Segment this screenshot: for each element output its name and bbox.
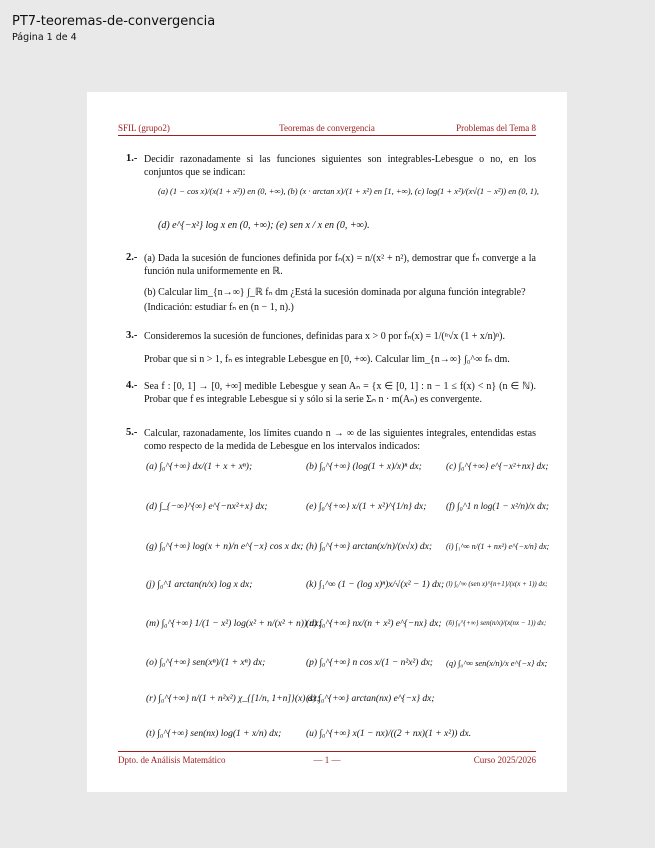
integral-item: (e) ∫₀^{+∞} x/(1 + x²)^{1/n} dx; — [306, 502, 427, 512]
integral-item: (d) ∫_{−∞}^{∞} e^{−nx²+x} dx; — [146, 502, 268, 512]
integral-item: (t) ∫₀^{+∞} sen(nx) log(1 + x/n) dx; — [146, 729, 282, 739]
problem-text: Probar que si n > 1, fₙ es integrable Lebesgue en [0, +∞). Calcular lim_{n→∞} ∫₀^∞ fₙ dm. — [144, 354, 510, 365]
integral-item: (i) ∫₁^∞ n/(1 + nx²) e^{−x/n} dx; — [446, 542, 550, 551]
document-title: PT7-teoremas-de-convergencia — [12, 14, 216, 29]
document-page — [87, 92, 567, 792]
integral-item: (c) ∫₀^{+∞} e^{−x²+nx} dx; — [446, 462, 549, 472]
integral-item: (p) ∫₀^{+∞} n cos x/(1 − n²x²) dx; — [306, 658, 433, 668]
integral-item: (s) ∫₀^{+∞} arctan(nx) e^{−x} dx; — [306, 694, 435, 704]
running-header — [118, 123, 536, 136]
problem-text: Decidir razonadamente si las funciones siguientes son integrables-Lebesgue o no, en los conjuntos que se indican: — [144, 154, 536, 178]
problem-text: Calcular, razonadamente, los límites cuando n → ∞ de las siguientes integrales, entendidas estas como respecto de la medida de Lebesgue en los intervalos indicados: — [144, 428, 536, 452]
footer-left: Dpto. de Análisis Matemático — [118, 755, 226, 765]
header-center: Teoremas de convergencia — [279, 123, 375, 133]
problem-text: Consideremos la sucesión de funciones, definidas para x > 0 por fₙ(x) = 1/(ⁿ√x (1 + x/n)ⁿ). — [144, 331, 505, 342]
page-indicator: Página 1 de 4 — [12, 32, 77, 43]
integral-item: (b) ∫₀^{+∞} (log(1 + x)/x)ⁿ dx; — [306, 462, 422, 472]
integral-item: (o) ∫₀^{+∞} sen(xⁿ)/(1 + xⁿ) dx; — [146, 658, 266, 668]
viewer-header — [0, 0, 655, 44]
problem-number: 1.- — [126, 153, 138, 164]
footer-page-number: — 1 — — [313, 755, 341, 765]
header-right: Problemas del Tema 8 — [456, 123, 536, 133]
integral-item: (l) ∫₀^∞ (sen x)^{n+1}/(x(x + 1)) dx; — [446, 580, 548, 588]
integral-item: (j) ∫₀^1 arctan(n/x) log x dx; — [146, 580, 253, 590]
problem-text: Sea f : [0, 1] → [0, +∞] medible Lebesgue y sean Aₙ = {x ∈ [0, 1] : n − 1 ≤ f(x) < n} (n ∈ ℕ). Probar que f es integrable Lebesgue si y sólo si la serie Σₙ n · m(Aₙ) es convergente. — [144, 381, 536, 405]
integral-item: (u) ∫₀^{+∞} x(1 − nx)/((2 + nx)(1 + x²)) dx. — [306, 729, 472, 739]
integral-item: (k) ∫₁^∞ (1 − (log x)ⁿ)x/√(x² − 1) dx; — [306, 580, 445, 590]
integral-item: (r) ∫₀^{+∞} n/(1 + n²x²) χ_{[1/n, 1+n]}(x) dx; — [146, 694, 320, 704]
integral-item: (a) ∫₀^{+∞} dx/(1 + x + xⁿ); — [146, 462, 253, 472]
integral-item: (q) ∫₀^∞ sen(x/n)/x e^{−x} dx; — [446, 658, 548, 668]
integral-item: (n) ∫₀^{+∞} nx/(n + x²) e^{−nx} dx; — [306, 619, 442, 629]
problem-text: (a) Dada la sucesión de funciones definida por fₙ(x) = n/(x² + n²), demostrar que fₙ converge a la función nula uniformemente en ℝ. — [144, 253, 536, 277]
running-footer — [118, 751, 536, 767]
footer-right: Curso 2025/2026 — [473, 755, 536, 765]
integral-item: (m) ∫₀^{+∞} 1/(1 − x²) log(x² + n/(x² + n)) dx; — [146, 619, 322, 629]
header-left: SFIL (grupo2) — [118, 123, 170, 133]
math-line: (d) e^{−x²} log x en (0, +∞); (e) sen x / x en (0, +∞). — [158, 220, 370, 231]
integral-item: (f) ∫₀^1 n log(1 − x²/n)/x dx; — [446, 502, 549, 512]
problem-number: 3.- — [126, 330, 138, 341]
integral-item: (ñ) ∫₀^{+∞} sen(n/x)/(x(nx − 1)) dx; — [446, 619, 547, 627]
math-line: (a) (1 − cos x)/(x(1 + x²)) en (0, +∞), (b) (x · arctan x)/(1 + x²) en [1, +∞), (c) log(1 + x²)/(x√(1 − x²)) en (0, 1), — [158, 186, 539, 196]
problem-number: 4.- — [126, 380, 138, 391]
problem-number: 2.- — [126, 252, 138, 263]
problem-number: 5.- — [126, 427, 138, 438]
integral-item: (h) ∫₀^{+∞} arctan(x/n)/(x√x) dx; — [306, 542, 433, 552]
integral-item: (g) ∫₀^{+∞} log(x + n)/n e^{−x} cos x dx; — [146, 542, 304, 552]
problem-text: (Indicación: estudiar fₙ en (n − 1, n).) — [144, 302, 294, 313]
problem-text: (b) Calcular lim_{n→∞} ∫_ℝ fₙ dm ¿Está la sucesión dominada por alguna función integrable? — [144, 287, 526, 298]
